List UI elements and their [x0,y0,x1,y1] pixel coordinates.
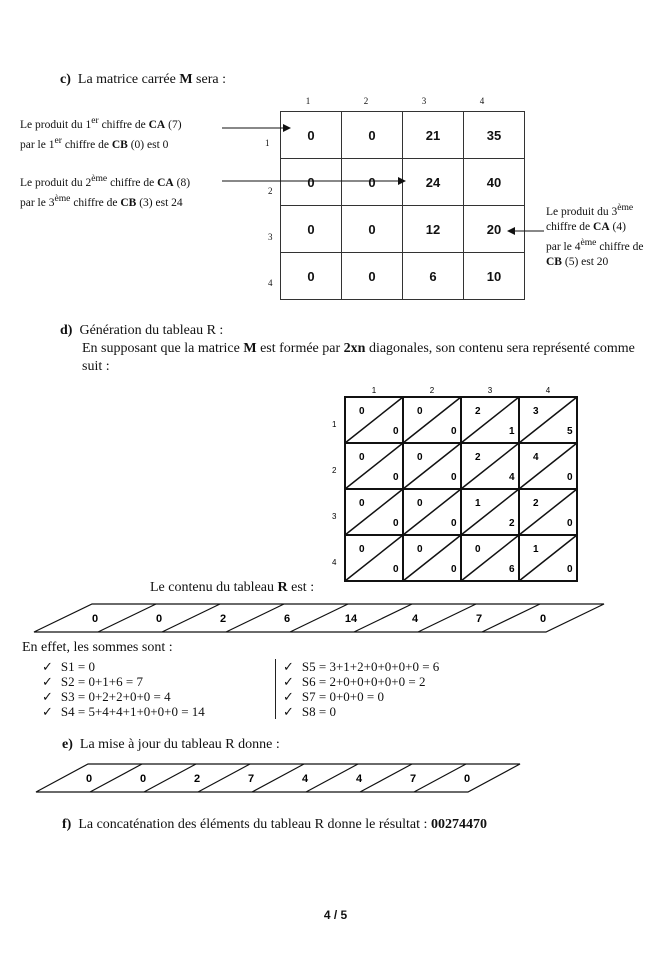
sums-intro: En effet, les sommes sont : [22,640,173,655]
cell-upper-value: 0 [359,406,365,417]
sum-item: ✓ S8 = 0 [283,704,336,719]
cell-lower-value: 0 [451,472,457,483]
checkmark-icon: ✓ [283,674,294,689]
grid-col-header: 2 [429,386,435,395]
array-cell-value: 0 [91,613,99,625]
array-cell-value: 4 [301,773,309,785]
cell-upper-value: 1 [533,544,539,555]
section-e-heading: e) La mise à jour du tableau R donne : [62,737,280,752]
matrix-cell: 6 [403,253,464,300]
matrix-cell: 35 [464,112,525,159]
array-cell-value: 7 [409,773,417,785]
grid-row-header: 2 [332,466,337,475]
array-cell-value: 14 [344,613,358,625]
matrix-row-header: 2 [268,186,273,196]
array-divider [354,604,412,632]
array-divider [98,604,156,632]
matrix-col-header: 1 [305,96,311,106]
grid-row-header: 4 [332,558,337,567]
matrix-col-header: 2 [363,96,369,106]
section-c-heading: c) La matrice carrée M sera : [60,72,226,87]
cell-lower-value: 0 [567,518,573,529]
note-first-product: Le produit du 1er chiffre de CA (7) par le 1er chiffre de CB (0) est 0 [20,115,182,151]
checkmark-icon: ✓ [283,659,294,674]
checkmark-icon: ✓ [42,674,53,689]
sum-item: ✓ S2 = 0+1+6 = 7 [42,674,143,689]
tableau-r-initial [30,600,640,638]
page-number: 4 / 5 [323,908,348,922]
grid-row-header: 3 [332,512,337,521]
note-third-product: Le produit du 3ème chiffre de CA (4) par le 4ème chiffre de CB (5) est 20 [546,202,644,268]
array-divider [144,764,196,792]
array-divider [90,764,142,792]
cell-upper-value: 0 [417,544,423,555]
array-cell-value: 0 [139,773,147,785]
sums-right [283,659,439,719]
array-divider [252,764,304,792]
cell-upper-value: 0 [417,406,423,417]
cell-lower-value: 0 [451,518,457,529]
sum-item: ✓ S3 = 0+2+2+0+0 = 4 [42,689,171,704]
sum-item: ✓ S5 = 3+1+2+0+0+0+0 = 6 [283,659,440,674]
section-d-paragraph: En supposant que la matrice M est formée par 2xn diagonales, son contenu sera représenté comme [82,341,635,356]
array-cell-value: 7 [475,613,483,625]
section-f-heading: f) La concaténation des éléments du tableau R donne le résultat : 00274470 [62,817,487,832]
matrix-cell: 0 [342,253,403,300]
array-divider [482,604,540,632]
sum-item: ✓ S4 = 5+4+4+1+0+0+0 = 14 [42,704,205,719]
grid-col-header: 4 [545,386,551,395]
sum-item: ✓ S1 = 0 [42,659,95,674]
cell-lower-value: 0 [393,518,399,529]
checkmark-icon: ✓ [283,704,294,719]
checkmark-icon: ✓ [42,704,53,719]
checkmark-icon: ✓ [42,689,53,704]
array-divider [360,764,412,792]
array-cell-value: 2 [219,613,227,625]
cell-upper-value: 2 [475,452,481,463]
cell-lower-value: 0 [393,426,399,437]
section-d-heading: d) Génération du tableau R : [60,323,224,338]
array-divider [306,764,358,792]
matrix-cell: 0 [281,206,342,253]
cell-upper-value: 0 [359,544,365,555]
cell-upper-value: 1 [475,498,481,509]
cell-upper-value: 2 [533,498,539,509]
matrix-cell: 0 [342,112,403,159]
matrix-cell: 0 [281,112,342,159]
cell-upper-value: 0 [417,498,423,509]
section-d-paragraph-line2: suit : [82,359,110,374]
cell-upper-value: 4 [533,452,539,463]
cell-lower-value: 5 [567,426,573,437]
array-divider [414,764,466,792]
array-cell-value: 6 [283,613,291,625]
sums-divider [275,659,276,719]
annotation-arrows [0,0,671,320]
note-second-product: Le produit du 2ème chiffre de CA (8) par le 3ème chiffre de CB (3) est 24 [20,173,191,209]
array-cell-value: 0 [155,613,163,625]
cell-lower-value: 2 [509,518,515,529]
sums-left [42,659,205,719]
array-divider [226,604,284,632]
grid-col-header: 1 [371,386,377,395]
cell-lower-value: 1 [509,426,515,437]
cell-upper-value: 0 [359,452,365,463]
matrix-row-header: 4 [268,278,273,288]
matrix-row-header: 1 [265,138,270,148]
cell-lower-value: 0 [393,472,399,483]
r-content-label: Le contenu du tableau R est : [150,580,315,595]
sum-item: ✓ S6 = 2+0+0+0+0+0 = 2 [283,674,426,689]
tableau-r-updated [32,760,522,798]
matrix-cell: 0 [342,206,403,253]
array-cell-value: 7 [247,773,255,785]
matrix-cell: 0 [342,159,403,206]
array-cell-value: 0 [539,613,547,625]
matrix-cell: 12 [403,206,464,253]
cell-lower-value: 0 [567,564,573,575]
matrix-cell: 20 [464,206,525,253]
diagonal-grid [330,383,590,588]
grid-row-header: 1 [332,420,337,429]
matrix-cell: 24 [403,159,464,206]
cell-lower-value: 0 [451,426,457,437]
cell-lower-value: 0 [451,564,457,575]
array-cell-value: 4 [355,773,363,785]
cell-upper-value: 0 [417,452,423,463]
matrix-cell: 0 [281,159,342,206]
array-divider [198,764,250,792]
checkmark-icon: ✓ [283,689,294,704]
array-divider [162,604,220,632]
array-divider [418,604,476,632]
matrix-row-header: 3 [268,232,273,242]
cell-upper-value: 2 [475,406,481,417]
cell-lower-value: 6 [509,564,515,575]
array-cell-value: 0 [463,773,471,785]
cell-upper-value: 0 [475,544,481,555]
cell-lower-value: 4 [509,472,515,483]
array-divider [290,604,348,632]
matrix-cell: 10 [464,253,525,300]
matrix-col-header: 4 [479,96,485,106]
cell-upper-value: 3 [533,406,539,417]
matrix-cell: 40 [464,159,525,206]
array-cell-value: 0 [85,773,93,785]
sum-item: ✓ S7 = 0+0+0 = 0 [283,689,384,704]
cell-lower-value: 0 [393,564,399,575]
cell-lower-value: 0 [567,472,573,483]
matrix-cell: 0 [281,253,342,300]
array-cell-value: 2 [193,773,201,785]
checkmark-icon: ✓ [42,659,53,674]
matrix-col-header: 3 [421,96,427,106]
matrix-cell: 21 [403,112,464,159]
grid-col-header: 3 [487,386,493,395]
array-cell-value: 4 [411,613,419,625]
cell-upper-value: 0 [359,498,365,509]
